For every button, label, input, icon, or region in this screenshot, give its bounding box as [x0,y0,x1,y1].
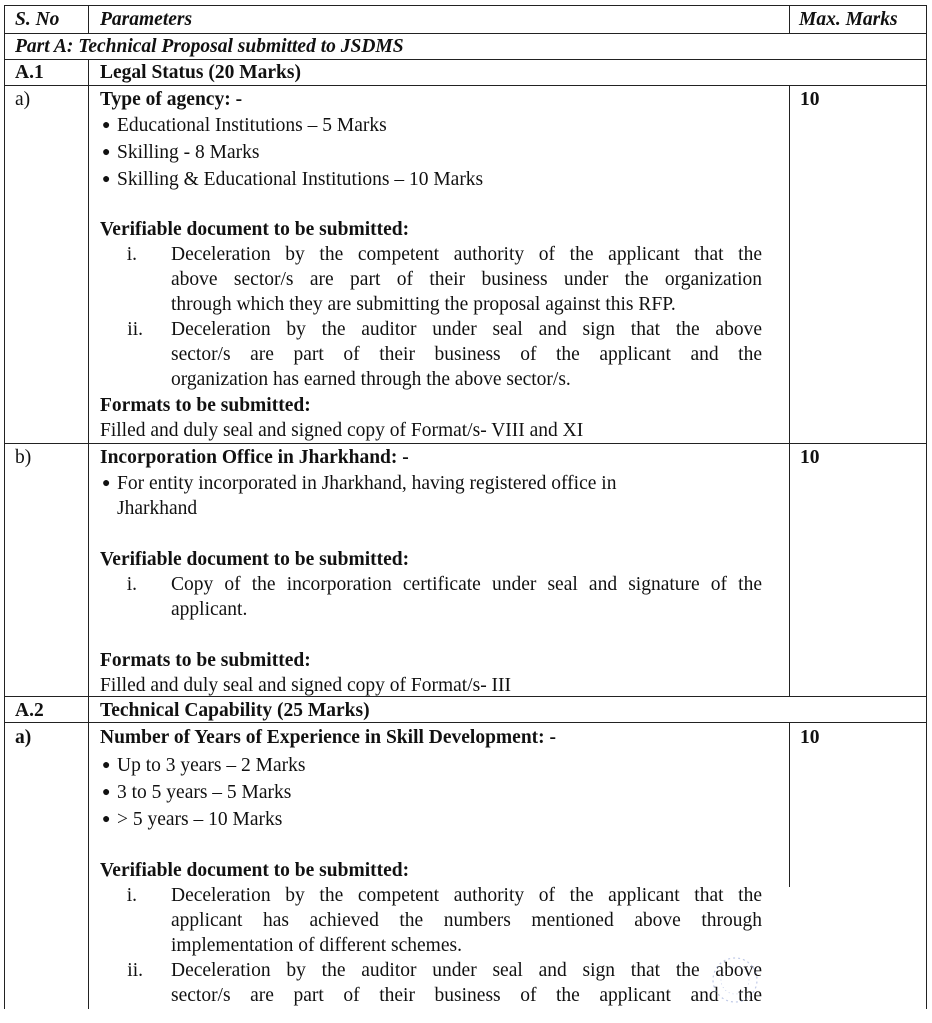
section-a2-number: A.2 [15,700,44,721]
section-a2-title: Technical Capability (25 Marks) [100,700,370,721]
bullet-icon: ● [102,145,111,160]
bullet-icon: ● [102,758,111,773]
item-text-line: organization has earned through the above sector/s. [171,369,571,390]
item-text-line: through which they are submitting the proposal against this RFP. [171,294,676,315]
column-divider [88,59,89,1009]
list-item: 3 to 5 years – 5 Marks [117,782,292,803]
column-divider [789,5,790,33]
agency-type-heading: Type of agency: - [100,89,243,110]
list-item: Up to 3 years – 2 Marks [117,755,306,776]
row-a2-a-marks: 10 [800,727,820,748]
experience-heading: Number of Years of Experience in Skill Development: - [100,727,557,748]
list-item: For entity incorporated in Jharkhand, having registered office in [117,473,617,494]
formats-text: Filled and duly seal and signed copy of Format/s- III [100,675,512,696]
row-a2-a-number: a) [15,727,32,748]
bullet-icon: ● [102,812,111,827]
item-number: i. [126,885,137,906]
table-border-left [4,5,5,1009]
verifiable-heading: Verifiable document to be submitted: [100,860,410,881]
verifiable-heading: Verifiable document to be submitted: [100,219,410,240]
item-text-line: Deceleration by the competent authority of the applicant that the [171,244,762,265]
item-text-line: sector/s are part of their business of the applicant and the [171,344,762,365]
column-divider [789,722,790,887]
item-number: i. [126,574,137,595]
formats-heading: Formats to be submitted: [100,395,311,416]
bullet-icon: ● [102,118,111,133]
item-text-line: Deceleration by the auditor under seal and sign that the above [171,319,762,340]
list-item: Jharkhand [117,498,198,519]
list-item: Educational Institutions – 5 Marks [117,115,387,136]
item-text-line: Copy of the incorporation certificate under seal and signature of the [171,574,762,595]
formats-heading: Formats to be submitted: [100,650,311,671]
list-item: Skilling & Educational Institutions – 10 Marks [117,169,484,190]
verifiable-heading: Verifiable document to be submitted: [100,549,410,570]
item-text-line: applicant. [171,599,248,620]
item-text-line: Deceleration by the competent authority of the applicant that the [171,885,762,906]
row-a1-a-number: a) [15,89,31,110]
stamp-mark [692,939,778,1020]
header-sno: S. No [15,9,60,30]
row-a1-b-marks: 10 [800,447,820,468]
item-text-line: Deceleration by the auditor under seal and sign that the above [171,960,762,981]
item-text-line: above sector/s are part of their business under the organization [171,269,762,290]
table-border-right [926,5,927,1009]
row-a1-b-number: b) [15,447,32,468]
incorporation-heading: Incorporation Office in Jharkhand: - [100,447,409,468]
bullet-icon: ● [102,476,111,491]
bullet-icon: ● [102,172,111,187]
item-number: ii. [127,319,143,340]
item-number: ii. [127,960,143,981]
header-parameters: Parameters [100,9,193,30]
item-text-line: implementation of different schemes. [171,935,462,956]
part-a-title: Part A: Technical Proposal submitted to JSDMS [15,36,404,57]
item-text-line: sector/s are part of their business of the applicant and the [171,985,762,1006]
header-max-marks: Max. Marks [799,9,898,30]
item-number: i. [126,244,137,265]
section-a1-title: Legal Status (20 Marks) [100,62,301,83]
formats-text: Filled and duly seal and signed copy of Format/s- VIII and XI [100,420,584,441]
list-item: > 5 years – 10 Marks [117,809,283,830]
item-text-line: applicant has achieved the numbers mentioned above through [171,910,762,931]
row-a1-a-marks: 10 [800,89,820,110]
section-a1-number: A.1 [15,62,44,83]
column-divider [789,85,790,696]
bullet-icon: ● [102,785,111,800]
list-item: Skilling - 8 Marks [117,142,260,163]
column-divider [88,5,89,33]
